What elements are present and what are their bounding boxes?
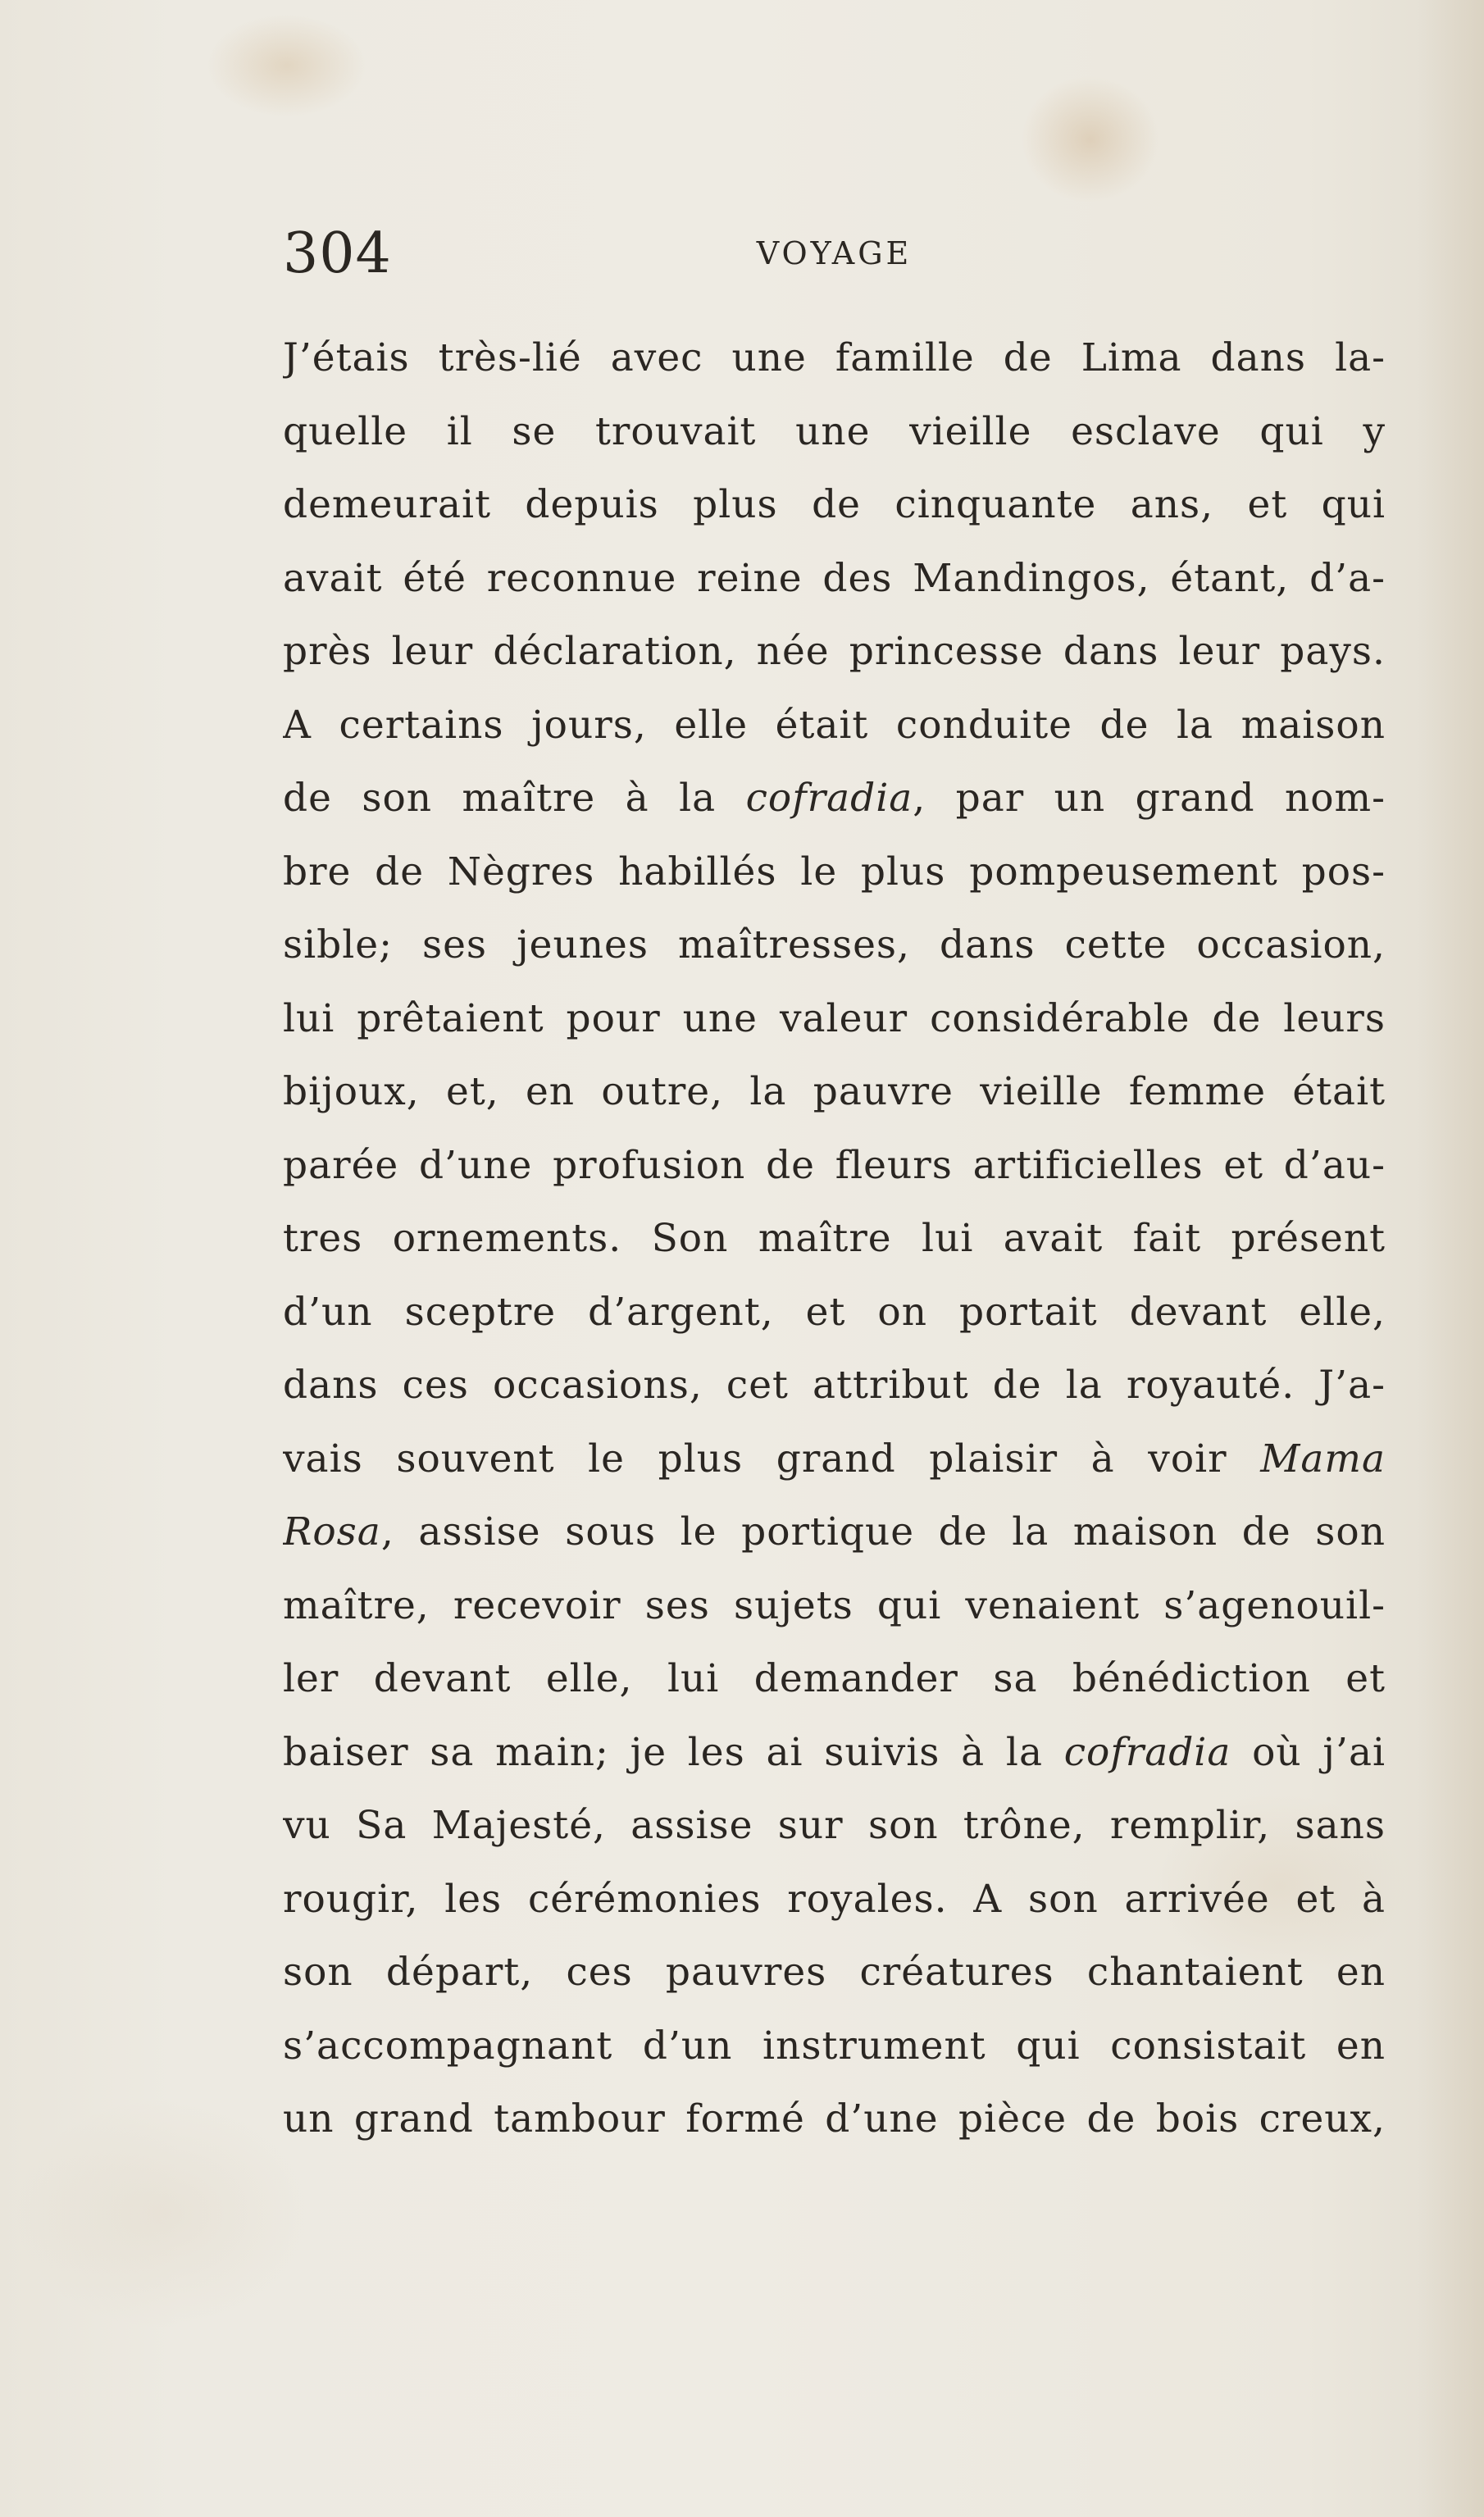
page-edge-shadow xyxy=(1418,0,1484,2517)
text-line: d’un sceptre d’argent, et on portait devant elle, xyxy=(283,1289,1386,1335)
page-header xyxy=(283,221,1386,287)
text-line: vu Sa Majesté, assise sur son trône, remplir, sans xyxy=(283,1803,1386,1848)
text-line: J’étais très-lié avec une famille de Lima dans la- xyxy=(283,335,1386,380)
text-line: maître, recevoir ses sujets qui venaient s’agenouil- xyxy=(283,1582,1386,1628)
italic-term: cofradia xyxy=(745,776,913,821)
text-line: près leur déclaration, née princesse dans leur pays. xyxy=(283,629,1386,674)
text-line: ler devant elle, lui demander sa bénédiction et xyxy=(283,1656,1386,1701)
text-line: baiser sa main; je les ai suivis à la cofradia où j’ai xyxy=(283,1729,1386,1775)
text-line: rougir, les cérémonies royales. A son arrivée et à xyxy=(283,1876,1386,1922)
text-line: dans ces occasions, cet attribut de la royauté. J’a- xyxy=(283,1363,1386,1408)
text-line: vais souvent le plus grand plaisir à voir Mama xyxy=(283,1436,1386,1482)
text-line: demeurait depuis plus de cinquante ans, et qui xyxy=(283,482,1386,527)
text-line: lui prêtaient pour une valeur considérable de leurs xyxy=(283,995,1386,1041)
text-line: de son maître à la cofradia, par un grand nom- xyxy=(283,776,1386,821)
text-line: avait été reconnue reine des Mandingos, étant, d’a- xyxy=(283,555,1386,601)
text-line: son départ, ces pauvres créatures chantaient en xyxy=(283,1950,1386,1995)
text-line: bre de Nègres habillés le plus pompeusement pos- xyxy=(283,849,1386,894)
text-line: A certains jours, elle était conduite de la maison xyxy=(283,702,1386,748)
italic-term: Mama xyxy=(1260,1436,1386,1482)
text-line: bijoux, et, en outre, la pauvre vieille femme était xyxy=(283,1069,1386,1114)
text-line: tres ornements. Son maître lui avait fait présent xyxy=(283,1216,1386,1261)
text-line: parée d’une profusion de fleurs artificielles et d’au- xyxy=(283,1142,1386,1188)
text-line: quelle il se trouvait une vieille esclave qui y xyxy=(283,408,1386,454)
italic-term: cofradia xyxy=(1063,1729,1231,1775)
running-head: VOYAGE xyxy=(756,235,913,271)
text-line: un grand tambour formé d’une pièce de bois creux, xyxy=(283,2096,1386,2141)
italic-term: Rosa xyxy=(283,1509,381,1554)
page-number: 304 xyxy=(283,221,392,286)
body-text xyxy=(283,321,1386,2156)
text-line: s’accompagnant d’un instrument qui consistait en xyxy=(283,2023,1386,2069)
text-line: sible; ses jeunes maîtresses, dans cette occasion, xyxy=(283,922,1386,967)
text-line: Rosa, assise sous le portique de la maison de son xyxy=(283,1509,1386,1554)
